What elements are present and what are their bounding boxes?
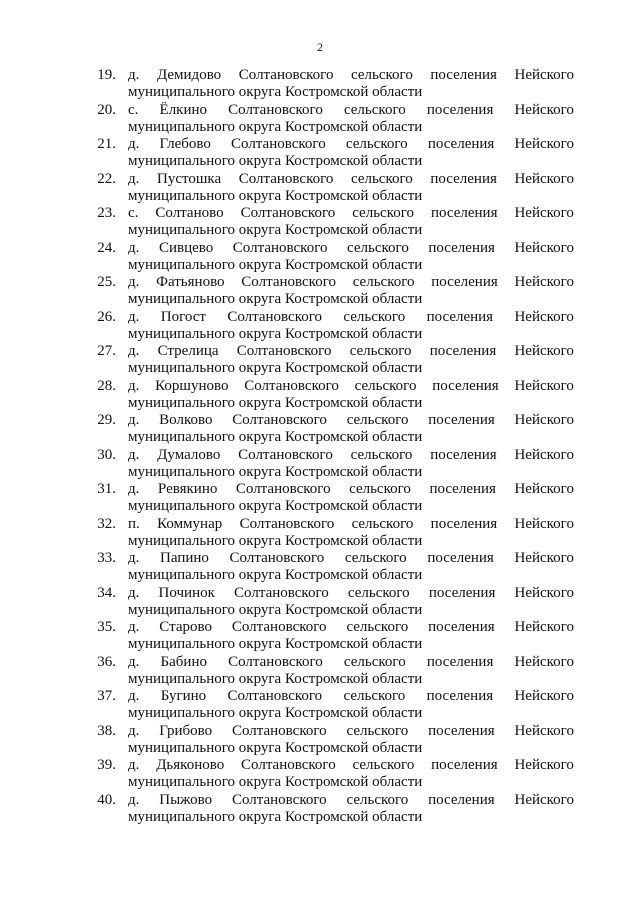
settlement-word: поселения (431, 757, 498, 773)
item-number: 35. (97, 619, 116, 635)
settlement-type: д. (128, 653, 140, 670)
settlement-word: Нейского (514, 481, 574, 497)
settlement-type: д. (128, 619, 140, 635)
settlement-word: Солтановского (228, 653, 323, 670)
item-line-1 (128, 757, 574, 774)
settlement-name: Бугино (160, 688, 207, 704)
settlement-word: Нейского (514, 343, 574, 359)
settlement-name: Стрелица (157, 343, 219, 359)
settlement-word: поселения (430, 446, 497, 463)
item-line-1 (128, 67, 574, 84)
settlement-word: сельского (352, 274, 415, 290)
settlement-type: д. (128, 446, 140, 463)
item-line-2: муниципального округа Костромской области (128, 222, 423, 238)
item-line-2: муниципального округа Костромской области (128, 532, 423, 549)
item-line-2: муниципального округа Костромской области (128, 84, 423, 100)
settlement-type: с. (128, 101, 139, 118)
settlement-word: поселения (426, 688, 494, 704)
list-item (0, 378, 640, 413)
item-line-1 (128, 792, 574, 809)
list-item (0, 343, 640, 378)
list-item (0, 102, 640, 137)
list-item (0, 550, 640, 585)
settlement-word: Нейского (514, 67, 574, 83)
list-item (0, 67, 640, 102)
settlement-type: д. (128, 791, 140, 808)
settlement-word: сельского (350, 446, 413, 463)
settlement-type: д. (128, 688, 140, 704)
list-item (0, 619, 640, 654)
item-line-2: муниципального округа Костромской области (128, 601, 423, 618)
settlement-name: Думалово (157, 446, 221, 463)
item-line-2: муниципального округа Костромской области (128, 360, 423, 376)
settlement-name: Грибово (159, 722, 213, 739)
settlement-name: Фатьяново (156, 274, 225, 290)
item-number: 39. (97, 757, 116, 773)
list-item (0, 792, 640, 827)
item-line-2: муниципального округа Костромской области (128, 291, 423, 307)
settlement-word: Солтановского (238, 446, 333, 463)
settlement-word: Нейского (514, 584, 574, 601)
settlement-word: поселения (429, 481, 496, 497)
item-line-1 (128, 619, 574, 636)
settlement-word: Солтановского (239, 515, 335, 532)
item-number: 24. (97, 239, 116, 256)
settlement-word: сельского (349, 343, 412, 359)
item-number: 23. (97, 205, 116, 221)
settlement-word: Солтановского (232, 239, 328, 256)
settlement-word: Солтановского (241, 274, 336, 290)
settlement-name: Демидово (156, 67, 222, 83)
list-item (0, 723, 640, 758)
item-number: 30. (97, 446, 116, 463)
list-item (0, 757, 640, 792)
settlement-type: д. (128, 308, 140, 325)
item-line-2: муниципального округа Костромской области (128, 498, 423, 514)
item-line-2: муниципального округа Костромской области (128, 774, 423, 790)
settlement-word: поселения (428, 412, 495, 428)
settlement-type: д. (128, 377, 140, 394)
settlement-word: сельского (352, 205, 415, 221)
settlement-word: сельского (349, 481, 411, 497)
settlement-list (0, 67, 640, 826)
settlement-word: Нейского (514, 205, 574, 221)
item-line-2: муниципального округа Костромской области (128, 463, 423, 480)
item-line-2: муниципального округа Костромской области (128, 739, 423, 756)
item-line-1 (128, 274, 574, 291)
item-line-2: муниципального округа Костромской области (128, 705, 423, 721)
settlement-word: Солтановского (231, 136, 326, 152)
settlement-name: Старово (159, 619, 212, 635)
settlement-word: Солтановского (241, 757, 336, 773)
item-number: 37. (97, 688, 116, 704)
settlement-word: сельского (343, 688, 406, 704)
settlement-type: д. (128, 757, 140, 773)
settlement-type: д. (128, 170, 140, 187)
item-number: 34. (97, 584, 116, 601)
settlement-word: Нейского (514, 136, 574, 152)
settlement-name: Дьяконово (156, 757, 225, 773)
settlement-name: Погост (160, 308, 206, 325)
settlement-word: Солтановского (228, 101, 323, 118)
item-line-1 (128, 309, 574, 326)
settlement-word: поселения (426, 653, 494, 670)
settlement-word: поселения (431, 274, 498, 290)
settlement-word: сельского (343, 308, 406, 325)
settlement-word: сельского (343, 101, 406, 118)
settlement-word: поселения (429, 343, 497, 359)
settlement-word: Солтановского (234, 584, 329, 601)
item-line-1 (128, 550, 574, 567)
settlement-word: поселения (427, 550, 494, 566)
item-number: 22. (97, 170, 116, 187)
settlement-word: сельского (350, 170, 413, 187)
settlement-word: поселения (432, 377, 499, 394)
settlement-type: д. (128, 412, 140, 428)
item-number: 33. (97, 550, 116, 566)
item-number: 29. (97, 412, 116, 428)
list-item (0, 136, 640, 171)
settlement-word: поселения (426, 101, 494, 118)
item-number: 31. (97, 481, 116, 497)
settlement-type: с. (128, 205, 139, 221)
item-line-1 (128, 171, 574, 188)
settlement-name: Бабино (160, 653, 207, 670)
list-item (0, 205, 640, 240)
settlement-word: поселения (428, 239, 495, 256)
settlement-word: Солтановского (244, 377, 339, 394)
settlement-word: Нейского (514, 688, 574, 704)
settlement-name: Пыжово (159, 791, 213, 808)
settlement-word: Нейского (514, 239, 574, 256)
settlement-word: сельского (354, 377, 417, 394)
item-line-2: муниципального округа Костромской области (128, 118, 423, 135)
item-line-1 (128, 654, 574, 671)
settlement-type: д. (128, 343, 140, 359)
settlement-word: Нейского (514, 515, 574, 532)
item-line-2: муниципального округа Костромской области (128, 429, 423, 445)
settlement-word: Нейского (514, 446, 574, 463)
settlement-word: сельского (343, 653, 406, 670)
settlement-word: сельского (351, 67, 413, 83)
settlement-word: поселения (430, 170, 497, 187)
settlement-word: сельского (346, 619, 409, 635)
item-line-1 (128, 343, 574, 360)
item-line-1 (128, 516, 574, 533)
settlement-name: Солтаново (155, 205, 224, 221)
settlement-word: сельского (347, 239, 409, 256)
item-number: 21. (97, 136, 116, 152)
settlement-word: сельского (345, 136, 408, 152)
item-line-2: муниципального округа Костромской области (128, 394, 423, 411)
settlement-name: Глебово (159, 136, 211, 152)
settlement-name: Сивцево (158, 239, 214, 256)
item-number: 38. (97, 722, 116, 739)
list-item (0, 274, 640, 309)
settlement-word: Солтановского (231, 791, 327, 808)
settlement-type: д. (128, 481, 140, 497)
settlement-type: д. (128, 584, 140, 601)
settlement-word: Нейского (514, 101, 574, 118)
settlement-type: д. (128, 239, 140, 256)
list-item (0, 447, 640, 482)
item-number: 32. (97, 515, 116, 532)
settlement-type: д. (128, 274, 140, 290)
item-line-1 (128, 205, 574, 222)
settlement-word: поселения (428, 584, 496, 601)
item-number: 26. (97, 308, 116, 325)
item-line-1 (128, 136, 574, 153)
item-line-1 (128, 447, 574, 464)
settlement-word: Солтановского (227, 308, 323, 325)
item-line-1 (128, 585, 574, 602)
settlement-word: сельского (346, 412, 409, 428)
settlement-word: сельского (346, 722, 409, 739)
settlement-word: сельского (346, 791, 409, 808)
settlement-name: Ёлкино (159, 101, 208, 118)
item-line-2: муниципального округа Костромской области (128, 325, 423, 342)
item-line-2: муниципального округа Костромской области (128, 636, 423, 652)
item-number: 25. (97, 274, 116, 290)
settlement-word: поселения (430, 515, 498, 532)
settlement-word: Нейского (514, 619, 574, 635)
list-item (0, 240, 640, 275)
settlement-word: Нейского (514, 412, 574, 428)
item-line-1 (128, 102, 574, 119)
settlement-word: сельского (347, 584, 410, 601)
settlement-word: поселения (426, 308, 494, 325)
settlement-word: сельского (352, 757, 415, 773)
settlement-name: Починок (158, 584, 215, 601)
settlement-name: Пустошка (156, 170, 222, 187)
list-item (0, 516, 640, 551)
settlement-type: д. (128, 722, 140, 739)
settlement-word: Нейского (514, 274, 574, 290)
item-number: 27. (97, 343, 116, 359)
settlement-word: Нейского (514, 791, 574, 808)
settlement-word: Солтановского (238, 170, 334, 187)
settlement-type: д. (128, 136, 140, 152)
item-line-1 (128, 723, 574, 740)
settlement-word: Нейского (514, 170, 574, 187)
settlement-word: Солтановского (235, 481, 331, 497)
settlement-word: Нейского (514, 653, 574, 670)
list-item (0, 585, 640, 620)
settlement-type: п. (128, 515, 140, 532)
settlement-word: Нейского (514, 722, 574, 739)
settlement-word: Солтановского (227, 688, 323, 704)
item-line-2: муниципального округа Костромской области (128, 567, 423, 583)
item-line-2: муниципального округа Костромской области (128, 187, 423, 204)
item-number: 20. (97, 101, 116, 118)
settlement-name: Папино (160, 550, 209, 566)
settlement-word: Нейского (514, 308, 574, 325)
settlement-type: д. (128, 67, 140, 83)
item-line-2: муниципального округа Костромской области (128, 670, 423, 687)
item-number: 40. (97, 791, 116, 808)
list-item (0, 412, 640, 447)
list-item (0, 654, 640, 689)
item-number: 19. (97, 67, 116, 83)
item-line-2: муниципального округа Костромской области (128, 153, 423, 169)
settlement-word: Солтановского (240, 205, 336, 221)
settlement-name: Волково (159, 412, 213, 428)
settlement-name: Коммунар (157, 515, 223, 532)
item-line-2: муниципального округа Костромской области (128, 808, 423, 825)
settlement-word: Солтановского (231, 619, 327, 635)
settlement-word: Нейского (514, 377, 574, 394)
settlement-name: Ревякино (157, 481, 218, 497)
item-line-1 (128, 378, 574, 395)
settlement-name: Коршуново (155, 377, 229, 394)
item-line-1 (128, 240, 574, 257)
item-line-1 (128, 688, 574, 705)
settlement-word: Солтановского (229, 550, 325, 566)
settlement-word: Солтановского (232, 412, 327, 428)
list-item (0, 171, 640, 206)
settlement-word: Солтановского (236, 343, 332, 359)
settlement-word: сельского (344, 550, 407, 566)
page-number: 2 (317, 40, 323, 54)
settlement-type: д. (128, 550, 140, 566)
settlement-word: поселения (430, 67, 497, 83)
settlement-word: Нейского (514, 757, 574, 773)
settlement-word: поселения (430, 205, 498, 221)
item-line-1 (128, 481, 574, 498)
list-item (0, 481, 640, 516)
item-number: 36. (97, 653, 116, 670)
settlement-word: поселения (427, 136, 495, 152)
item-line-1 (128, 412, 574, 429)
settlement-word: Нейского (514, 550, 574, 566)
settlement-word: поселения (428, 722, 495, 739)
item-number: 28. (97, 377, 116, 394)
settlement-word: Солтановского (238, 67, 334, 83)
settlement-word: поселения (428, 619, 495, 635)
item-line-2: муниципального округа Костромской области (128, 256, 423, 273)
settlement-word: Солтановского (231, 722, 327, 739)
settlement-word: сельского (351, 515, 414, 532)
list-item (0, 309, 640, 344)
settlement-word: поселения (428, 791, 495, 808)
list-item (0, 688, 640, 723)
